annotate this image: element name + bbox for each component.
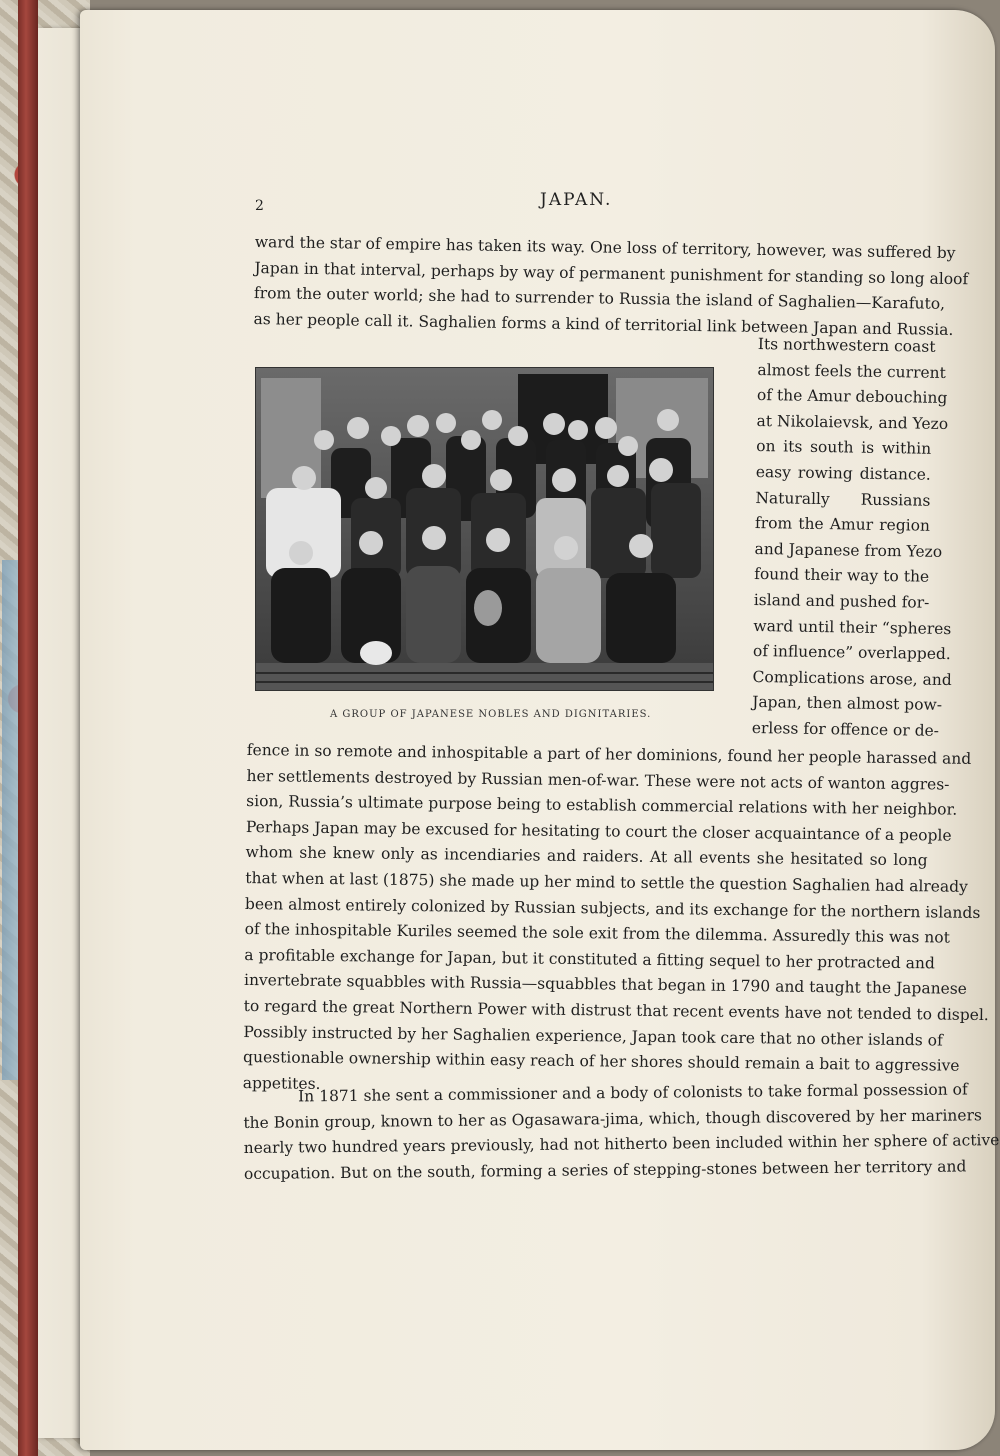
text-line: Japan in that interval, perhaps by way of permanent punishment for standing so long aloof <box>254 258 969 288</box>
text-line: Japan, then almost pow- <box>752 693 943 715</box>
text-line: on its south is within <box>756 437 932 459</box>
text-line: sion, Russia’s ultimate purpose being to establish commercial relations with her neighbor. <box>246 792 958 819</box>
text-line: appetites. <box>242 1073 321 1093</box>
text-line: the Bonin group, known to her as Ogasawara-jima, which, though discovered by her mariners <box>243 1105 982 1132</box>
text-line: Possibly instructed by her Saghalien experience, Japan took care that no other islands of <box>243 1022 943 1050</box>
text-line: easy rowing distance. <box>755 462 931 484</box>
text-line: whom she knew only as incendiaries and raiders. At all events she hesitated so long <box>245 843 928 870</box>
text-line: ward the star of empire has taken its way. One loss of territory, however, was suffered by <box>254 232 956 263</box>
group-photograph <box>255 367 714 691</box>
text-line: of the inhospitable Kuriles seemed the sole exit from the dilemma. Assuredly this was not <box>244 920 951 947</box>
text-line: of the Amur debouching <box>756 386 948 408</box>
text-line: almost feels the current <box>757 360 946 382</box>
opening-text-block <box>253 230 969 343</box>
text-line: been almost entirely colonized by Russian subjects, and its exchange for the northern islands <box>244 894 981 922</box>
text-line: of influence” overlapped. <box>752 642 951 664</box>
text-line: Perhaps Japan may be excused for hesitating to court the closer acquaintance of a people <box>245 817 952 845</box>
text-line: ward until their “spheres <box>753 616 952 638</box>
text-line: Its northwestern coast <box>757 334 936 356</box>
photo-caption: A GROUP OF JAPANESE NOBLES AND DIGNITARIES. <box>330 709 652 720</box>
text-line: at Nikolaievsk, and Yezo <box>756 411 949 433</box>
text-line: Naturally Russians <box>755 488 931 510</box>
text-line: invertebrate squabbles with Russia—squabbles that began in 1790 and taught the Japanese <box>243 971 968 999</box>
side-column-text <box>751 332 952 744</box>
text-line: from the Amur region <box>754 514 931 535</box>
second-paragraph <box>243 1078 1000 1187</box>
text-line: erless for offence or de- <box>751 718 940 740</box>
text-line: a profitable exchange for Japan, but it constituted a fitting sequel to her protracted and <box>244 945 935 973</box>
photograph-image <box>256 368 713 690</box>
text-line: nearly two hundred years previously, had not hitherto been included within her sphere of active <box>243 1131 1000 1158</box>
text-line: and Japanese from Yezo <box>754 539 943 561</box>
text-line: In 1871 she sent a commissioner and a body of colonists to take formal possession of <box>298 1080 968 1106</box>
running-head: JAPAN. <box>540 190 613 210</box>
text-line: to regard the great Northern Power with distrust that recent events have not tended to dispel. <box>243 996 989 1025</box>
text-line: from the outer world; she had to surrender to Russia the island of Saghalien—Karafuto, <box>253 284 946 314</box>
main-text-block <box>242 738 989 1105</box>
text-line: island and pushed for- <box>753 590 930 612</box>
text-line: fence in so remote and inhospitable a part of her dominions, found her people harassed and <box>246 740 972 768</box>
text-line: that when at last (1875) she made up her mind to settle the question Saghalien had already <box>245 868 968 896</box>
text-line: her settlements destroyed by Russian men-of-war. These were not acts of wanton aggres- <box>246 766 950 794</box>
text-line: as her people call it. Saghalien forms a kind of territorial link between Japan and Russia. <box>253 309 954 339</box>
page-number: 2 <box>255 198 264 214</box>
text-line: found their way to the <box>754 565 930 587</box>
text-line: Complications arose, and <box>752 667 952 689</box>
text-line: questionable ownership within easy reach of her shores should remain a bait to aggressive <box>242 1048 960 1075</box>
text-line: occupation. But on the south, forming a series of stepping-stones between her territory and <box>243 1157 967 1183</box>
book-spine-edge <box>18 0 38 1456</box>
